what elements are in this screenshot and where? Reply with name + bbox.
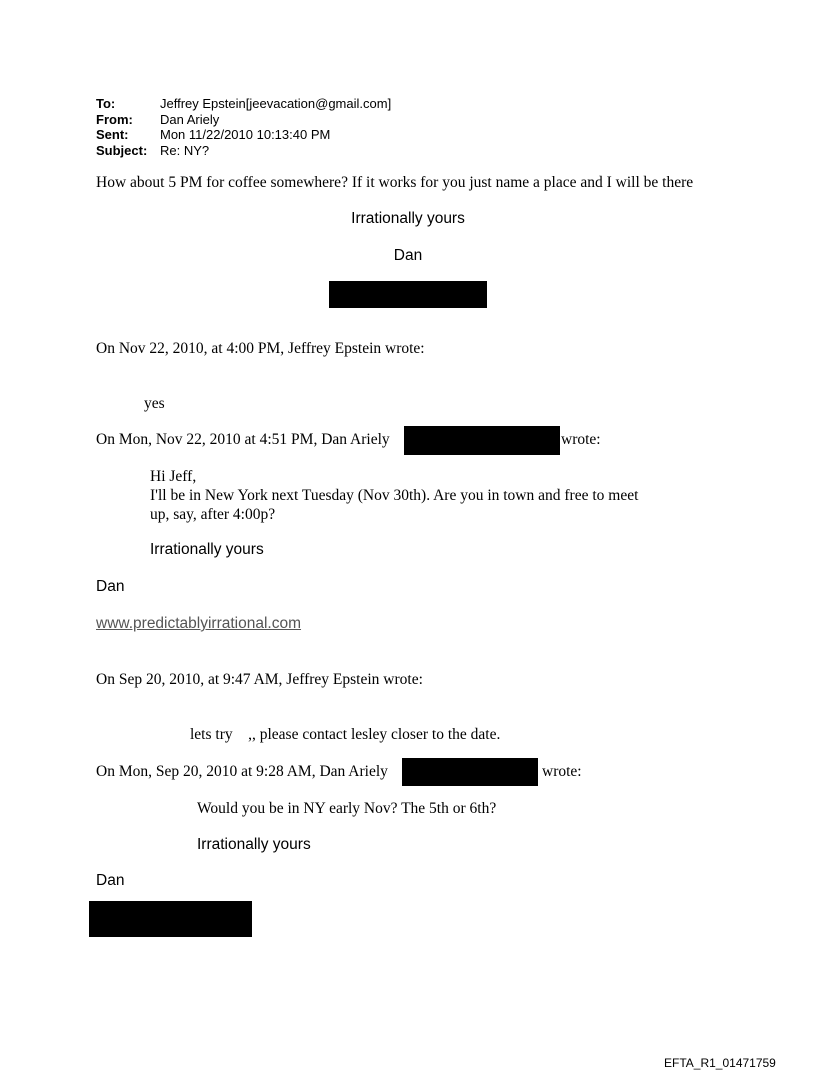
subject-label: Subject: [96, 142, 148, 158]
website-link[interactable]: www.predictablyirrational.com [96, 615, 302, 632]
quote-text: lets try ,, please contact lesley closer to the date. [190, 726, 501, 743]
email-header [96, 96, 496, 160]
quote-header-prefix: On Mon, Nov 22, 2010 at 4:51 PM, Dan Ariely [96, 431, 390, 448]
signature-name: Dan [393, 247, 423, 264]
quote-header-suffix: wrote: [561, 431, 601, 448]
sent-label: Sent: [96, 127, 129, 142]
from-value: Dan Ariely [160, 111, 220, 127]
quote-text: yes [144, 395, 165, 412]
signature-sign-off: Irrationally yours [351, 210, 465, 227]
quote-header: On Nov 22, 2010, at 4:00 PM, Jeffrey Epstein wrote: [96, 340, 425, 357]
signature-sign-off: Irrationally yours [197, 836, 311, 853]
sent-value: Mon 11/22/2010 10:13:40 PM [160, 127, 331, 142]
document-id: EFTA_R1_01471759 [664, 1056, 776, 1070]
quote-line: up, say, after 4:00p? [150, 506, 276, 523]
redaction-block [89, 901, 252, 937]
quote-text: Would you be in NY early Nov? The 5th or 6th? [197, 800, 497, 817]
to-label: To: [96, 96, 116, 111]
quote-header-suffix: wrote: [542, 763, 582, 780]
to-value: Jeffrey Epstein[jeevacation@gmail.com] [160, 96, 392, 111]
quote-line: Hi Jeff, [150, 468, 197, 485]
message-body-line: How about 5 PM for coffee somewhere? If it works for you just name a place and I will be there [96, 174, 694, 191]
signature-name: Dan [96, 578, 125, 595]
signature-name: Dan [96, 872, 125, 889]
subject-value: Re: NY? [160, 142, 210, 158]
redaction-block [404, 426, 560, 455]
from-label: From: [96, 111, 133, 127]
signature-sign-off: Irrationally yours [150, 541, 264, 558]
quote-header: On Sep 20, 2010, at 9:47 AM, Jeffrey Epstein wrote: [96, 671, 423, 688]
quote-line: I'll be in New York next Tuesday (Nov 30th). Are you in town and free to meet [150, 487, 639, 504]
redaction-block [329, 281, 487, 308]
quote-header-prefix: On Mon, Sep 20, 2010 at 9:28 AM, Dan Ariely [96, 763, 388, 780]
redaction-block [402, 758, 538, 786]
